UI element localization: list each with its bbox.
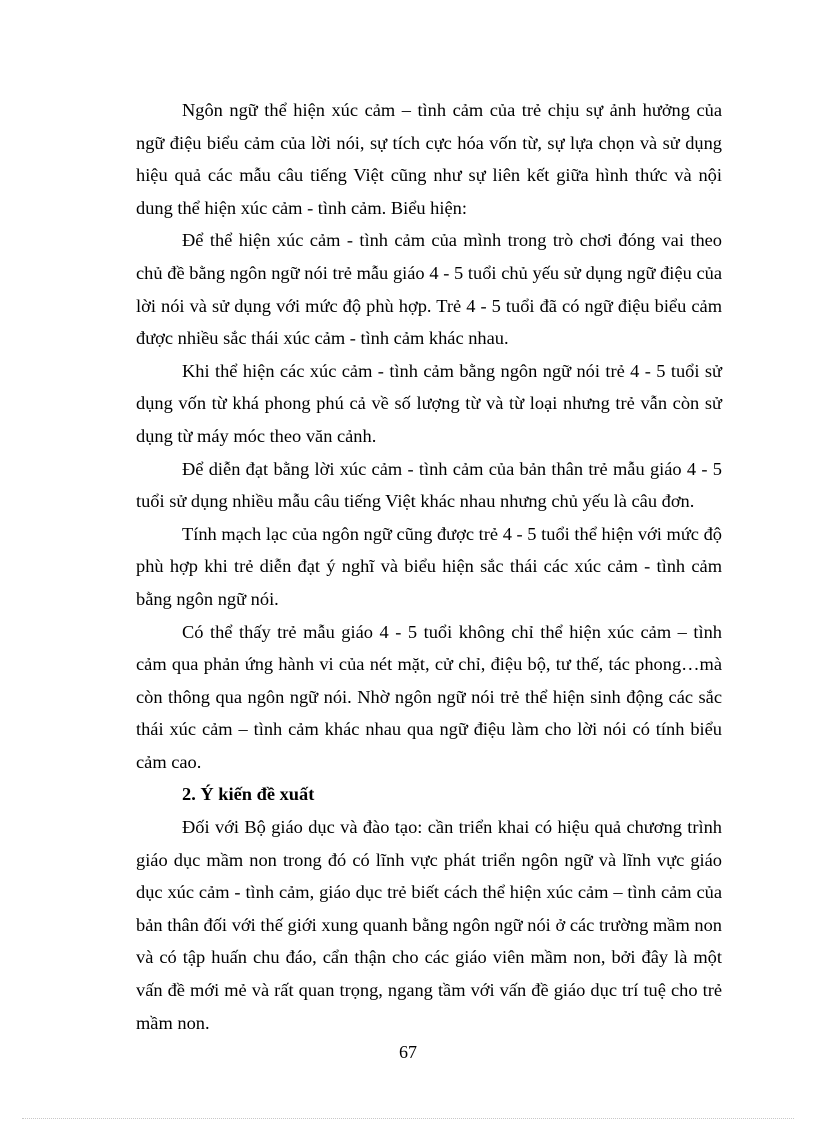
paragraph-sentence-patterns: Để diễn đạt bằng lời xúc cảm - tình cảm của bản thân trẻ mẫu giáo 4 - 5 tuổi sử dụng nhiều mẫu câu tiếng Việt khác nhau nhưng chủ yếu là câu đơn. bbox=[136, 458, 722, 512]
paragraph-conclusion: Có thể thấy trẻ mẫu giáo 4 - 5 tuổi không chỉ thể hiện xúc cảm – tình cảm qua phản ứng hành vi của nét mặt, cử chỉ, điệu bộ, tư thế, tác phong…mà còn thông qua ngôn ngữ nói. Nhờ ngôn ngữ nói trẻ thể hiện sinh động các sắc thái xúc cảm – tình cảm khác nhau qua ngữ điệu làm cho lời nói có tính biểu cảm cao. bbox=[136, 621, 722, 772]
page-number: 67 bbox=[399, 1042, 417, 1062]
page-body bbox=[136, 94, 722, 1039]
paragraph-vocabulary: Khi thể hiện các xúc cảm - tình cảm bằng ngôn ngữ nói trẻ 4 - 5 tuổi sử dụng vốn từ khá phong phú cả về số lượng từ và từ loại nhưng trẻ vẫn còn sử dụng từ máy móc theo văn cảnh. bbox=[136, 360, 722, 446]
paragraph-coherence: Tính mạch lạc của ngôn ngữ cũng được trẻ 4 - 5 tuổi thể hiện với mức độ phù hợp khi trẻ diễn đạt ý nghĩ và biểu hiện sắc thái các xúc cảm - tình cảm bằng ngôn ngữ nói. bbox=[136, 523, 722, 609]
paragraph-proposal: Đối với Bộ giáo dục và đào tạo: cần triển khai có hiệu quả chương trình giáo dục mầm non trong đó có lĩnh vực phát triển ngôn ngữ và lĩnh vực giáo dục xúc cảm - tình cảm, giáo dục trẻ biết cách thể hiện xúc cảm – tình cảm của bản thân đối với thế giới xung quanh bằng ngôn ngữ nói ở các trường mầm non và có tập huấn chu đáo, cẩn thận cho các giáo viên mầm non, bởi đây là một vấn đề mới mẻ và rất quan trọng, ngang tầm với vấn đề giáo dục trí tuệ cho trẻ mầm non. bbox=[136, 817, 722, 1033]
bottom-divider bbox=[22, 1118, 794, 1119]
section-heading: 2. Ý kiến đề xuất bbox=[182, 784, 315, 805]
paragraph-intonation: Để thể hiện xúc cảm - tình cảm của mình trong trò chơi đóng vai theo chủ đề bằng ngôn ngữ nói trẻ mẫu giáo 4 - 5 tuổi chủ yếu sử dụng ngữ điệu của lời nói và sử dụng với mức độ phù hợp. Trẻ 4 - 5 tuổi đã có ngữ điệu biểu cảm được nhiều sắc thái xúc cảm - tình cảm khác nhau. bbox=[136, 230, 722, 349]
paragraph-emotion-language: Ngôn ngữ thể hiện xúc cảm – tình cảm của trẻ chịu sự ảnh hưởng của ngữ điệu biểu cảm của lời nói, sự tích cực hóa vốn từ, sự lựa chọn và sử dụng hiệu quả các mẫu câu tiếng Việt cũng như sự liên kết giữa hình thức và nội dung thể hiện xúc cảm - tình cảm. Biểu hiện: bbox=[136, 100, 722, 218]
